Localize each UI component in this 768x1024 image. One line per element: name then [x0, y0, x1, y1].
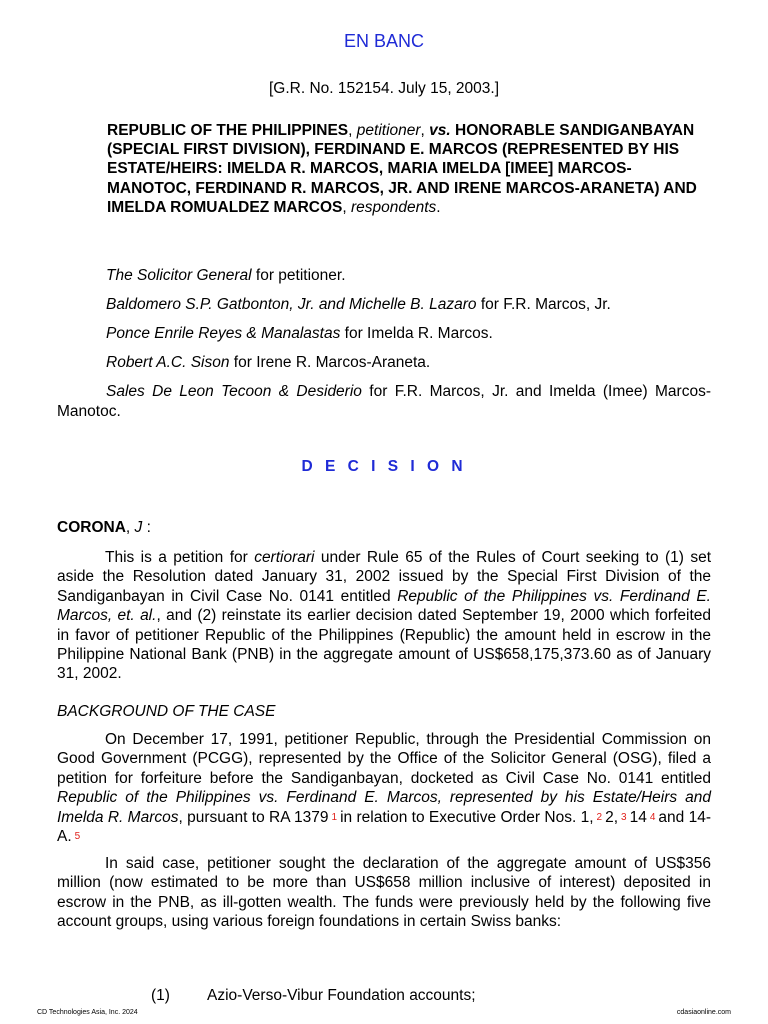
paragraph-background: On December 17, 1991, petitioner Republic, through the Presidential Commission on Good Government (PCGG), represented by the Office of the Solicitor General (OSG), filed a petition for forfeiture before the Sandiganbayan, docketed as Civil Case No. 0141 entitled Republic of the Philippines vs. Ferdinand E. Marcos, represented by his Estate/Heirs and Imelda R. Marcos, pursuant to RA 1379 1 in relation to Executive Order Nos. 1, 2 2, 3 14 4 and 14-A. 5 [57, 731, 711, 846]
respondents-names: HONORABLE SANDIGANBAYAN (SPECIAL FIRST DIVISION), FERDINAND E. MARCOS (REPRESENTED BY HIS ESTATE/HEIRS: IMELDA R. MARCOS, MARIA IMELDA [IMEE] MARCOS-MANOTOC, FERDINAND R. MARCOS, JR. AND IRENE MARCOS-ARANETA) AND IMELDA ROMUALDEZ MARCOS [107, 122, 697, 216]
petitioner-role: petitioner [356, 122, 421, 139]
footer-publisher: CD Technologies Asia, Inc. 2024 [37, 1009, 138, 1016]
respondents-role: respondents [350, 198, 437, 216]
decision-title: D E C I S I O N [301, 458, 467, 475]
counsel-line: Sales De Leon Tecoon & Desiderio for F.R. Marcos, Jr. and Imelda (Imee) Marcos-Manotoc. [57, 383, 711, 420]
versus: vs. [429, 122, 451, 139]
gr-number: [G.R. No. 152154. July 15, 2003.] [268, 80, 500, 97]
ponente-name: CORONA [57, 519, 126, 536]
background-heading: BACKGROUND OF THE CASE [57, 703, 276, 720]
footnote-link[interactable]: 3 [621, 811, 627, 823]
case-parties: REPUBLIC OF THE PHILIPPINES, petitioner, vs. HONORABLE SANDIGANBAYAN (SPECIAL FIRST DIVISION), FERDINAND E. MARCOS (REPRESENTED BY HIS ESTATE/HEIRS: IMELDA R. MARCOS, MARIA IMELDA [IMEE] MARCOS-MANOTOC, FERDINAND R. MARCOS, JR. AND IRENE MARCOS-ARANETA) AND IMELDA ROMUALDEZ MARCOS, respondents. [107, 122, 697, 216]
counsel-line: Ponce Enrile Reyes & Manalastas for Imelda R. Marcos. [106, 325, 493, 342]
counsel-line: Robert A.C. Sison for Irene R. Marcos-Araneta. [106, 354, 431, 371]
list-item-text: Azio-Verso-Vibur Foundation accounts; [207, 987, 476, 1004]
footnote-link[interactable]: 1 [331, 811, 338, 823]
petitioner-name: REPUBLIC OF THE PHILIPPINES [107, 122, 349, 139]
footnote-link[interactable]: 5 [74, 831, 81, 843]
ponente: CORONA, J : [57, 519, 151, 536]
footer-site[interactable]: cdasiaonline.com [676, 1009, 731, 1016]
en-banc-heading: EN BANC [343, 31, 424, 51]
footnote-link[interactable]: 4 [649, 811, 656, 823]
paragraph-petition: This is a petition for certiorari under Rule 65 of the Rules of Court seeking to (1) set aside the Resolution dated January 31, 2002 issued by the Special First Division of the Sandiganbayan in Civil Case No. 0141 entitled Republic of the Philippines vs. Ferdinand E. Marcos, et. al., and (2) reinstate its earlier decision dated September 19, 2000 which forfeited in favor of petitioner Republic of the Philippines (Republic) the amount held in escrow in the Philippine National Bank (PNB) in the aggregate amount of US$658,175,373.60 as of January 31, 2002. [57, 549, 711, 683]
list-item-number: (1) [151, 987, 170, 1004]
paragraph-forfeiture: In said case, petitioner sought the declaration of the aggregate amount of US$356 million (now estimated to be more than US$658 million inclusive of interest) deposited in escrow in the PNB, as ill-gotten wealth. The funds were previously held by the following five account groups, using various foreign foundations in certain Swiss banks: [57, 855, 711, 931]
counsel-line: The Solicitor General for petitioner. [106, 267, 346, 284]
footnote-link[interactable]: 2 [596, 811, 603, 823]
counsel-line: Baldomero S.P. Gatbonton, Jr. and Michelle B. Lazaro for F.R. Marcos, Jr. [106, 296, 611, 313]
ponente-title: J [134, 519, 143, 536]
